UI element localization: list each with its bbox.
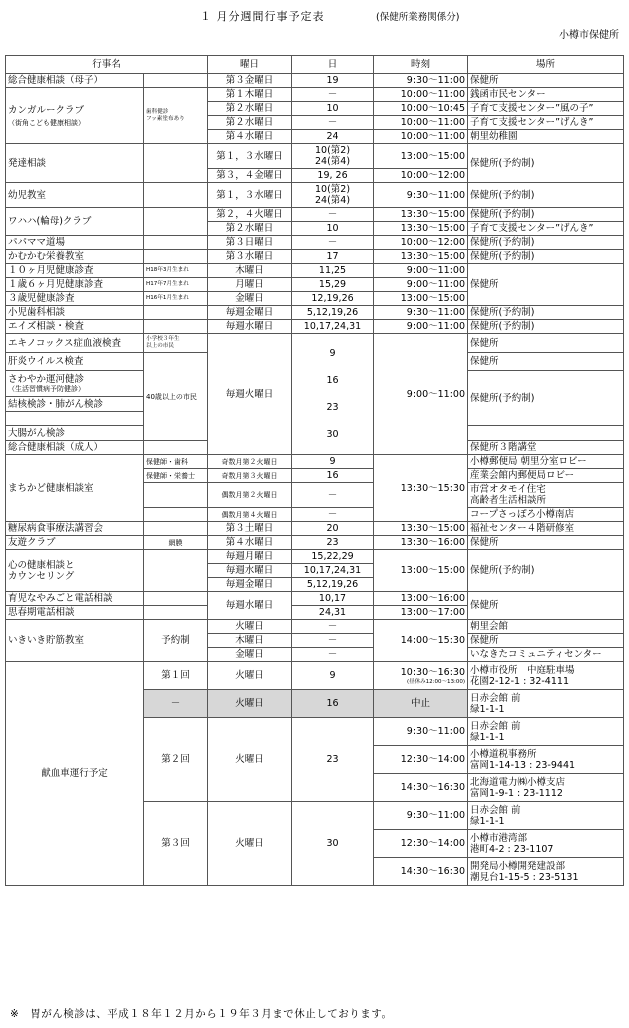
place-cell: 保健所 — [468, 264, 624, 306]
event-name: 糖尿病食事療法講習会 — [6, 522, 144, 536]
weekday-cell: 第１木曜日 — [208, 88, 292, 102]
weekday-cell: 毎週水曜日 — [208, 564, 292, 578]
weekday-cell: 月曜日 — [208, 278, 292, 292]
place-cell: 朝里幼稚園 — [468, 130, 624, 144]
time-cell: 13:30〜15:30 — [374, 455, 468, 522]
weekday-cell: 第４水曜日 — [208, 130, 292, 144]
place-line: 緑1-1-1 — [470, 815, 505, 827]
time-cell: 9:30〜11:00 — [374, 306, 468, 320]
day-cell: 19 — [292, 74, 374, 88]
event-note: 保健師・栄養士 — [144, 469, 208, 483]
event-name-sub: （生活習慣病予防健診） — [8, 385, 85, 393]
time-cell: 9:30〜11:00 — [374, 183, 468, 208]
column-header-time: 時刻 — [374, 56, 468, 74]
time-cell: 13:30〜15:00 — [374, 522, 468, 536]
place-cell: 小樽郵便局 朝里分室ロビー — [468, 455, 624, 469]
event-name — [6, 371, 144, 397]
day-cell: 23 — [292, 718, 374, 802]
time-cell: 13:30〜15:00 — [374, 208, 468, 222]
time-cell: 10:00〜11:00 — [374, 116, 468, 130]
time-cell: 10:00〜11:00 — [374, 88, 468, 102]
time-cell: 9:30〜11:00 — [374, 718, 468, 746]
table-row — [6, 74, 624, 88]
time-cell: 14:30〜16:30 — [374, 858, 468, 886]
place-line: 北海道電力㈱小樽支店 — [470, 776, 566, 788]
place-line: 日赤会館 前 — [470, 692, 521, 704]
place-line: 緑1-1-1 — [470, 731, 505, 743]
day-cell: 24,31 — [292, 606, 374, 620]
place-cell: 保健所 — [468, 592, 624, 620]
day-cell: 9 — [292, 662, 374, 690]
table-row — [6, 250, 624, 264]
place-cell: 子育て支援センター”げんき” — [468, 222, 624, 236]
event-note: H16年1月生まれ — [144, 292, 208, 306]
weekday-cell: 偶数月第４火曜日 — [208, 508, 292, 522]
weekday-cell: 第４水曜日 — [208, 536, 292, 550]
time-cell: 14:00〜15:30 — [374, 620, 468, 662]
place-cell — [468, 662, 624, 690]
place-cell: 保健所 — [468, 634, 624, 648]
place-cell: コープさっぽろ小樽南店 — [468, 508, 624, 522]
event-note-line: フッ素塗布あり — [146, 115, 185, 122]
weekday-cell: 毎週金曜日 — [208, 306, 292, 320]
event-note — [144, 306, 208, 320]
time-cell: 13:00〜15:00 — [374, 144, 468, 169]
day-cell: 12,19,26 — [292, 292, 374, 306]
table-row — [6, 592, 624, 606]
place-cell — [468, 774, 624, 802]
event-name — [6, 550, 144, 592]
table-row — [6, 550, 624, 564]
round-cell: 第１回 — [144, 662, 208, 690]
weekday-cell: 第３日曜日 — [208, 236, 292, 250]
day-cell: 19, 26 — [292, 169, 374, 183]
day-cell: － — [292, 116, 374, 130]
place-line: 潮見台1-15-5 : 23-5131 — [470, 871, 579, 883]
time-cell: 13:00〜16:00 — [374, 592, 468, 606]
place-cell: 子育て支援センター”げんき” — [468, 116, 624, 130]
day-line: 10(第2) — [314, 145, 351, 156]
day-cell: 10,17,24,31 — [292, 320, 374, 334]
place-cell: 保健所(予約制) — [468, 320, 624, 334]
event-note: 40歳以上の市民 — [144, 353, 208, 441]
day-cell — [292, 183, 374, 208]
place-cell — [468, 718, 624, 746]
time-cell: 13:00〜15:00 — [374, 292, 468, 306]
time-cell: 9:30〜11:00 — [374, 74, 468, 88]
place-line: 富岡1-14-13 : 23-9441 — [470, 759, 576, 771]
day-cell: 20 — [292, 522, 374, 536]
day-cell: 23 — [292, 536, 374, 550]
table-row — [6, 264, 624, 278]
weekday-cell: 第３金曜日 — [208, 74, 292, 88]
round-cell: 第２回 — [144, 718, 208, 802]
event-note: H17年7月生まれ — [144, 278, 208, 292]
event-note: H18年3月生まれ — [144, 264, 208, 278]
time-cell: 13:00〜17:00 — [374, 606, 468, 620]
weekday-cell: 火曜日 — [208, 620, 292, 634]
place-line: 緑1-1-1 — [470, 703, 505, 715]
day-cell: 10 — [292, 102, 374, 116]
weekday-cell: 火曜日 — [208, 718, 292, 802]
day-line: 24(第4) — [314, 156, 351, 167]
place-cell: 保健所(予約制) — [468, 208, 624, 222]
page-subtitle: (保健所業務関係分) — [376, 12, 460, 23]
time-cell: 12:30〜14:00 — [374, 746, 468, 774]
weekday-cell: 第２水曜日 — [208, 222, 292, 236]
day-line: 16 — [326, 375, 339, 386]
column-header-weekday: 曜日 — [208, 56, 292, 74]
weekday-cell: 金曜日 — [208, 648, 292, 662]
weekday-cell: 奇数月第２火曜日 — [208, 455, 292, 469]
table-row — [6, 208, 624, 222]
time-cell: 13:30〜15:00 — [374, 222, 468, 236]
day-cell — [292, 334, 374, 455]
place-cell: 保健所 — [468, 353, 624, 371]
place-cell: 保健所(予約制) — [468, 236, 624, 250]
event-name: エキノコックス症血液検査 — [6, 334, 144, 353]
weekday-cell: 第２水曜日 — [208, 116, 292, 130]
event-name: ３歳児健康診査 — [6, 292, 144, 306]
place-cell: 保健所(予約制) — [468, 250, 624, 264]
event-name-main: さわやか運河健診 — [8, 374, 85, 385]
event-note — [144, 483, 208, 508]
place-cell: 子育て支援センター”風の子” — [468, 102, 624, 116]
event-name: 幼児教室 — [6, 183, 144, 208]
event-note-line: 以上の市民 — [146, 343, 174, 349]
place-cell — [468, 483, 624, 508]
day-cell: 30 — [292, 802, 374, 886]
place-cell: 保健所(予約制) — [468, 306, 624, 320]
day-cell — [292, 144, 374, 169]
place-line: 花園2-12-1 : 32-4111 — [470, 675, 569, 687]
place-cell: 保健所 — [468, 334, 624, 353]
place-cell: いなきたコミュニティセンター — [468, 648, 624, 662]
day-line: 9 — [329, 348, 336, 359]
day-line: 10(第2) — [314, 184, 351, 195]
weekday-cell: 第２水曜日 — [208, 102, 292, 116]
place-cell: 産業会館内郵便局ロビー — [468, 469, 624, 483]
day-cell: 10 — [292, 222, 374, 236]
place-line: 高齢者生活相談所 — [470, 495, 547, 506]
event-note — [144, 522, 208, 536]
place-cell: 銭函市民センター — [468, 88, 624, 102]
event-name: かむかむ栄養教室 — [6, 250, 144, 264]
event-note — [144, 441, 208, 455]
weekday-cell: 第１，３水曜日 — [208, 144, 292, 169]
event-note — [144, 144, 208, 183]
day-cell: 16 — [292, 469, 374, 483]
place-cell — [468, 830, 624, 858]
time-cell — [374, 662, 468, 690]
place-cell: 保健所 — [468, 74, 624, 88]
event-note — [144, 550, 208, 592]
event-name-sub: （街角こども健康相談） — [8, 118, 85, 127]
day-cell: － — [292, 634, 374, 648]
event-name — [6, 412, 144, 426]
weekday-cell: 木曜日 — [208, 634, 292, 648]
event-note — [144, 88, 208, 144]
day-cell: 17 — [292, 250, 374, 264]
weekday-cell: 金曜日 — [208, 292, 292, 306]
weekday-cell: 毎週火曜日 — [208, 334, 292, 455]
event-name: いきいき貯筋教室 — [6, 620, 144, 662]
event-note: 網膜 — [144, 536, 208, 550]
event-note-line: 小学校３年生 — [146, 336, 180, 342]
place-cell: 保健所(予約制) — [468, 371, 624, 426]
day-cell: 24 — [292, 130, 374, 144]
column-header-day: 日 — [292, 56, 374, 74]
table-row — [6, 620, 624, 634]
schedule-table — [5, 55, 624, 886]
place-line: 日赤会館 前 — [470, 720, 521, 732]
time-cell: 14:30〜16:30 — [374, 774, 468, 802]
event-note-line: 歯科健診 — [146, 108, 169, 115]
event-name: エイズ相談・検査 — [6, 320, 144, 334]
round-cell: 第３回 — [144, 802, 208, 886]
day-cell: － — [292, 236, 374, 250]
event-name: ワハハ(輪母)クラブ — [6, 208, 144, 236]
day-cell: 9 — [292, 455, 374, 469]
day-line: 24(第4) — [314, 195, 351, 206]
weekday-cell: 火曜日 — [208, 690, 292, 718]
table-row — [6, 522, 624, 536]
table-row — [6, 536, 624, 550]
place-cell: 保健所(予約制) — [468, 144, 624, 183]
event-name: まちかど健康相談室 — [6, 455, 144, 522]
day-cell: － — [292, 483, 374, 508]
table-row — [6, 306, 624, 320]
footnote: ※ 胃がん検診は、平成１８年１２月から１９年３月まで休止しております。 — [10, 1008, 393, 1020]
place-cell — [468, 690, 624, 718]
time-cell: 9:00〜11:00 — [374, 334, 468, 455]
table-row — [6, 334, 624, 353]
weekday-cell: 第２，４火曜日 — [208, 208, 292, 222]
place-line: 富岡1-9-1 : 23-1112 — [470, 787, 563, 799]
event-name-sub: カウンセリング — [8, 570, 75, 582]
event-note: 保健師・歯科 — [144, 455, 208, 469]
day-cell: 10,17 — [292, 592, 374, 606]
day-cell: － — [292, 508, 374, 522]
event-name: 発達相談 — [6, 144, 144, 183]
time-cell: 10:00〜11:00 — [374, 130, 468, 144]
table-row — [6, 183, 624, 208]
place-line: 港町4-2 : 23-1107 — [470, 843, 554, 855]
event-note — [144, 334, 208, 353]
event-note — [144, 508, 208, 522]
event-name: 友遊クラブ — [6, 536, 144, 550]
day-cell: － — [292, 620, 374, 634]
place-line: 開発局小樽開発建設部 — [470, 860, 566, 872]
day-cell: － — [292, 648, 374, 662]
place-cell: 朝里会館 — [468, 620, 624, 634]
event-name: 総合健康相談（成人） — [6, 441, 144, 455]
organization-name: 小樽市保健所 — [559, 30, 619, 41]
day-cell: 16 — [292, 690, 374, 718]
day-cell: 5,12,19,26 — [292, 578, 374, 592]
event-name-main: 心の健康相談と — [8, 559, 75, 571]
place-cell — [468, 746, 624, 774]
weekday-cell: 第３土曜日 — [208, 522, 292, 536]
table-row — [6, 455, 624, 469]
weekday-cell: 毎週金曜日 — [208, 578, 292, 592]
day-cell: 15,22,29 — [292, 550, 374, 564]
time-cell: 10:00〜12:00 — [374, 236, 468, 250]
event-name-main: カンガルークラブ — [8, 104, 85, 116]
table-row — [6, 144, 624, 169]
day-cell: 5,12,19,26 — [292, 306, 374, 320]
time-cell: 13:30〜16:00 — [374, 536, 468, 550]
time-cell: 10:00〜10:45 — [374, 102, 468, 116]
time-cell: 13:30〜15:00 — [374, 250, 468, 264]
weekday-cell: 木曜日 — [208, 264, 292, 278]
table-header-row — [6, 56, 624, 74]
table-row — [6, 236, 624, 250]
weekday-cell: 火曜日 — [208, 662, 292, 690]
event-note — [144, 236, 208, 250]
weekday-cell: 火曜日 — [208, 802, 292, 886]
time-note: (昼休み12:00〜13:00) — [407, 678, 466, 685]
place-line: 小樽市役所 中庭駐車場 — [470, 664, 575, 676]
day-cell: 10,17,24,31 — [292, 564, 374, 578]
event-name: 育児なやみごと電話相談 — [6, 592, 144, 606]
weekday-cell: 毎週水曜日 — [208, 592, 292, 620]
column-header-place: 場所 — [468, 56, 624, 74]
day-line: 23 — [326, 402, 339, 413]
day-line: 30 — [326, 429, 339, 440]
time-cell: 9:30〜11:00 — [374, 802, 468, 830]
weekday-cell: 毎週水曜日 — [208, 320, 292, 334]
event-note — [144, 74, 208, 88]
weekday-cell: 奇数月第３火曜日 — [208, 469, 292, 483]
time-cell: 中止 — [374, 690, 468, 718]
event-note — [144, 250, 208, 264]
place-cell: 保健所(予約制) — [468, 183, 624, 208]
table-row — [6, 662, 624, 690]
place-cell: 保健所 — [468, 536, 624, 550]
event-name: パパママ道場 — [6, 236, 144, 250]
event-name: 献血車運行予定 — [6, 662, 144, 886]
event-name: 大腸がん検診 — [6, 426, 144, 441]
event-note — [144, 606, 208, 620]
weekday-cell: 第３，４金曜日 — [208, 169, 292, 183]
table-row — [6, 320, 624, 334]
event-name: １０ヶ月児健康診査 — [6, 264, 144, 278]
day-cell: － — [292, 88, 374, 102]
event-name: １歳６ヶ月児健康診査 — [6, 278, 144, 292]
time-cell: 9:00〜11:00 — [374, 320, 468, 334]
weekday-cell: 毎週月曜日 — [208, 550, 292, 564]
event-name: 思春期電話相談 — [6, 606, 144, 620]
event-name: 肝炎ウイルス検査 — [6, 353, 144, 371]
page-title: １ 月分週間行事予定表 — [200, 10, 325, 23]
place-line: 小樽市港湾部 — [470, 832, 528, 844]
event-name: 小児歯科相談 — [6, 306, 144, 320]
day-cell: － — [292, 208, 374, 222]
event-note — [144, 320, 208, 334]
table-row — [6, 88, 624, 102]
weekday-cell: 第３水曜日 — [208, 250, 292, 264]
event-note — [144, 592, 208, 606]
time-cell: 12:30〜14:00 — [374, 830, 468, 858]
place-line: 小樽道税事務所 — [470, 748, 537, 760]
event-name: 総合健康相談（母子） — [6, 74, 144, 88]
event-note: 予約制 — [144, 620, 208, 662]
column-header-name: 行事名 — [6, 56, 208, 74]
event-name: 結核検診・肺がん検診 — [6, 397, 144, 412]
weekday-cell: 偶数月第２火曜日 — [208, 483, 292, 508]
time-line: 10:30〜16:30 — [400, 666, 466, 678]
day-cell: 15,29 — [292, 278, 374, 292]
place-cell: 保健所３階講堂 — [468, 441, 624, 455]
time-cell: 9:00〜11:00 — [374, 278, 468, 292]
day-cell: 11,25 — [292, 264, 374, 278]
event-note — [144, 183, 208, 208]
place-line: 市営オタモイ住宅 — [470, 484, 546, 495]
time-cell: 13:00〜15:00 — [374, 550, 468, 592]
place-cell — [468, 858, 624, 886]
place-cell — [468, 802, 624, 830]
place-cell: 保健所(予約制) — [468, 550, 624, 592]
event-name — [6, 88, 144, 144]
weekday-cell: 第１，３水曜日 — [208, 183, 292, 208]
time-cell: 10:00〜12:00 — [374, 169, 468, 183]
round-cell: － — [144, 690, 208, 718]
event-note — [144, 208, 208, 236]
place-cell — [468, 426, 624, 441]
place-line: 日赤会館 前 — [470, 804, 521, 816]
time-cell: 9:00〜11:00 — [374, 264, 468, 278]
place-cell: 福祉センター４階研修室 — [468, 522, 624, 536]
